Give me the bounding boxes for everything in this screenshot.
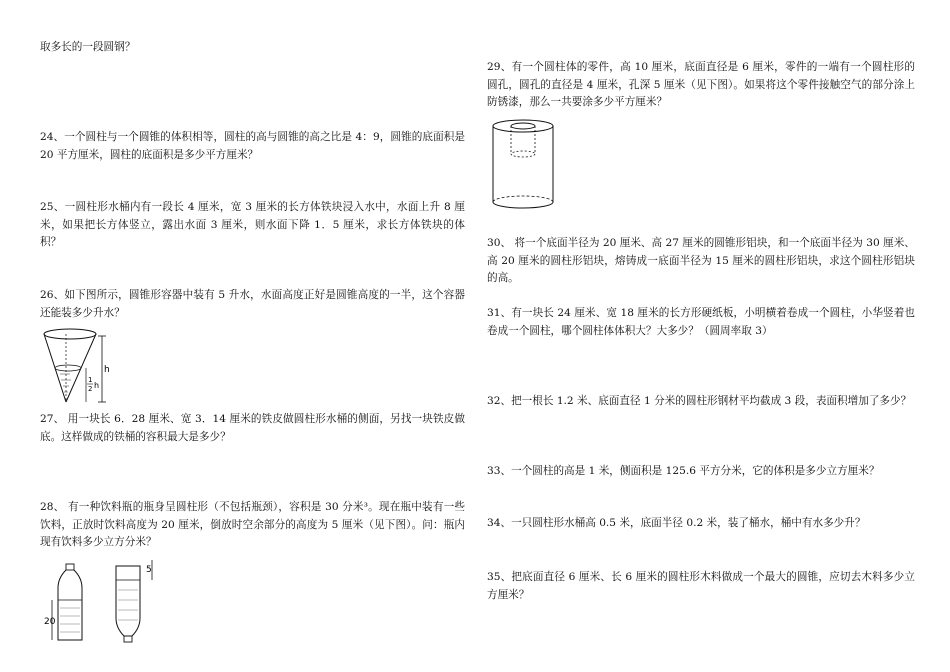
cone-height-label: h	[104, 365, 110, 375]
upright-height-label: 20	[44, 617, 56, 627]
question-31: 31、有一块长 24 厘米、宽 18 厘米的长方形硬纸板，小明横着卷成一个圆柱，小华竖着也卷成一个圆柱，哪个圆柱体体积大？大多少？（圆周率取 3）	[487, 307, 915, 337]
question-29: 29、有一个圆柱体的零件，高 10 厘米，底面直径是 6 厘米，零件的一端有一个圆柱形的圆孔，圆孔的直径是 4 厘米，孔深 5 厘米（见下图）。如果将这个零件接触空气的部分涂上防锈漆，那么一共要涂多少平方厘米？	[487, 61, 915, 108]
half-height-label: h	[94, 381, 100, 390]
question-32: 32、把一根长 1.2 米、底面直径 1 分米的圆柱形钢材平均截成 3 段，表面积增加了多少？	[487, 395, 912, 407]
question-28: 28、 有一种饮料瓶的瓶身呈圆柱形（不包括瓶颈），容积是 30 分米³。现在瓶中装有一些饮料，正放时饮料高度为 20 厘米，倒放时空余部分的高度为 5 厘米（见下图）。问：瓶内现有饮料多少立方分米？	[40, 501, 465, 548]
cone-container-figure	[40, 328, 150, 408]
question-24: 24、一个圆柱与一个圆锥的体积相等，圆柱的高与圆锥的高之比是 4：9，圆锥的底面积是 20 平方厘米，圆柱的底面积是多少平方厘米？	[40, 131, 465, 161]
bottle-figure	[40, 560, 180, 660]
question-30: 30、 将一个底面半径为 20 厘米、高 27 厘米的圆锥形铝块，和一个底面半径为 30 厘米、高 20 厘米的圆柱形铝块，熔铸成一底面半径为 15 厘米的圆柱形铝块，求这个圆柱形铝块的高。	[487, 237, 915, 284]
question-26: 26、如下图所示，圆锥形容器中装有 5 升水，水面高度正好是圆锥高度的一半，这个容器还能装多少升水？	[40, 289, 465, 319]
inverted-gap-label: 5	[146, 565, 152, 575]
question-25: 25、一圆柱形水桶内有一段长 4 厘米，宽 3 厘米的长方体铁块浸入水中，水面上升 8 厘米，如果把长方体竖立，露出水面 3 厘米，则水面下降 1．5 厘米，求长方体铁块的体积？	[40, 201, 465, 248]
cylinder-part-figure	[487, 118, 567, 212]
question-34: 34、一只圆柱形水桶高 0.5 米，底面半径 0.2 米，装了桶水，桶中有水多少升？	[487, 517, 866, 529]
half-fraction-denominator: 2	[88, 385, 93, 393]
question-33: 33、一个圆柱的高是 1 米，侧面积是 125.6 平方分米，它的体积是多少立方厘米？	[487, 465, 880, 477]
question-27: 27、 用一块长 6．28 厘米、宽 3．14 厘米的铁皮做圆柱形水桶的侧面，另找一块铁皮做底。这样做成的铁桶的容积最大是多少？	[40, 413, 465, 443]
half-fraction-numerator: 1	[88, 376, 93, 384]
question-35: 35、把底面直径 6 厘米、长 6 厘米的圆柱形木料做成一个最大的圆锥，应切去木料多少立方厘米？	[487, 571, 915, 601]
question-23-tail: 取多长的一段圆钢？	[40, 41, 136, 53]
